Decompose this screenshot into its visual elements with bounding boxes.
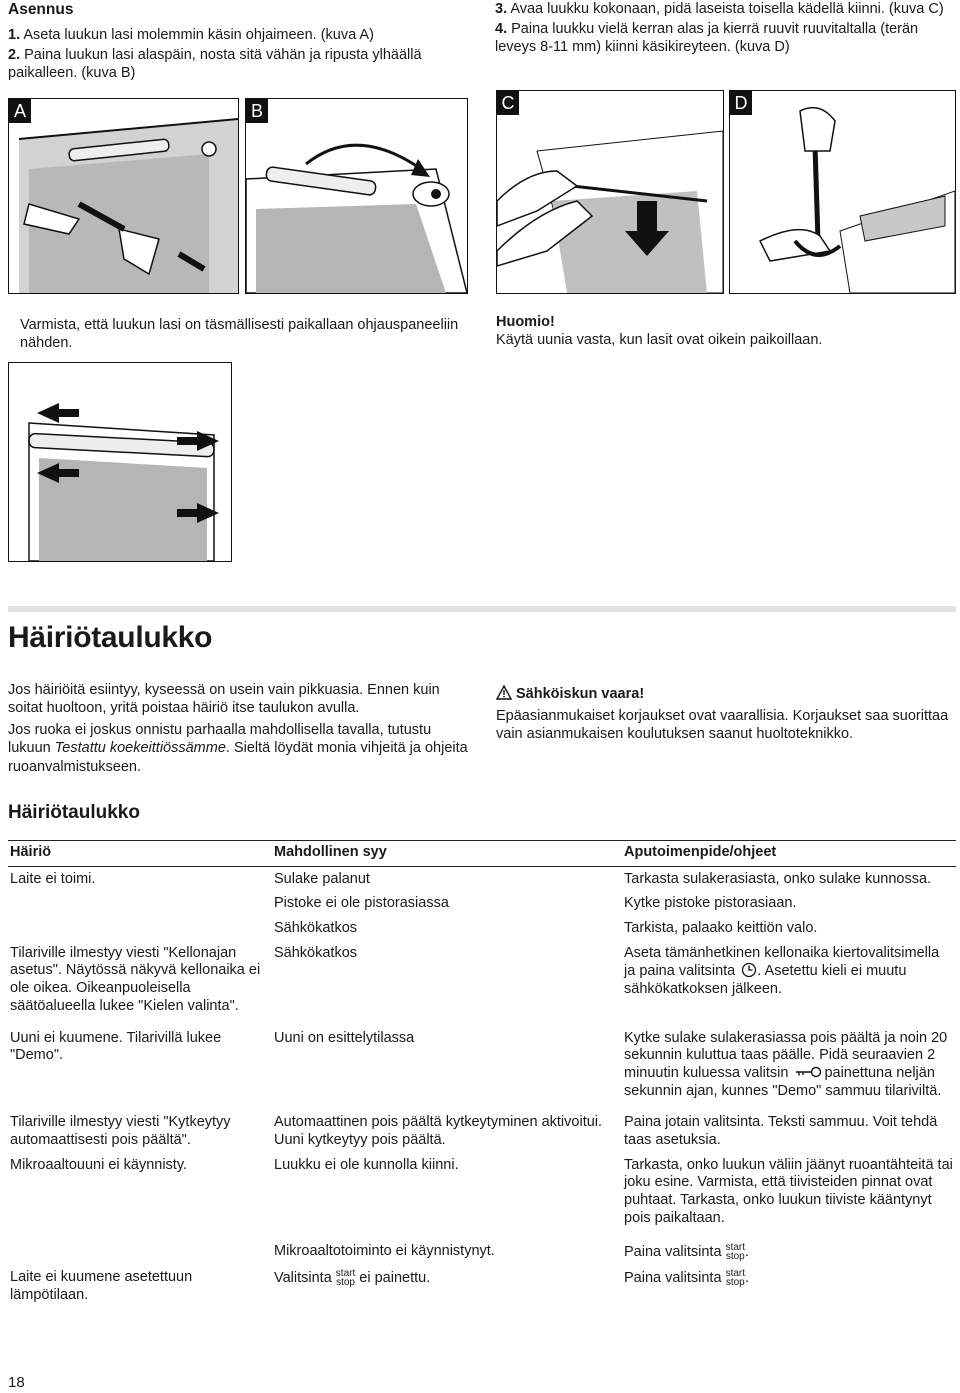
door-glass-figure [8, 362, 232, 562]
section-divider [8, 606, 956, 612]
cell-cause: Luukku ei ole kunnolla kiinni. [274, 1156, 459, 1173]
step-3: 3. Avaa luukku kokonaan, pidä laseista toisella kädellä kiinni. (kuva C) [495, 1, 944, 17]
intro-text [8, 681, 470, 780]
header-cause: Mahdollinen syy [272, 841, 622, 867]
glass-position-note: Varmista, että luukun lasi on täsmällisesti paikallaan ohjauspaneeliin nähden. [20, 317, 459, 352]
install-steps-left [8, 26, 463, 84]
page-number: 18 [8, 1374, 25, 1391]
figure-c-illustration [497, 91, 723, 293]
header-remedy: Aputoimenpide/ohjeet [622, 841, 956, 867]
fault-table [8, 840, 956, 1307]
cell-fault: Laite ei toimi. [10, 870, 96, 887]
cell-fault: Uuni ei kuumene. Tilarivillä lukee "Demo". [10, 1029, 222, 1064]
cell-remedy: Tarkasta sulakerasiasta, onko sulake kunnossa. [624, 870, 932, 887]
cell-remedy: Aseta tämänhetkinen kellonaika kiertovalitsimella ja paina valitsinta . Asetettu kieli ei muutu sähkökatkoksen jälkeen. [624, 944, 940, 998]
warning-triangle-icon [496, 685, 512, 700]
start-stop-icon: start stop [335, 1267, 356, 1288]
cell-fault [8, 916, 272, 941]
cell-remedy: Paina valitsinta start stop. [624, 1242, 750, 1263]
step-4: 4. Paina luukku vielä kerran alas ja kierrä ruuvit ruuvitaltalla (terän leveys 8-11 mm) kiinni käsikireyteen. (kuva D) [495, 21, 919, 56]
start-stop-icon: start stop [725, 1242, 746, 1263]
warning-text: Käytä uunia vasta, kun lasit ovat oikein paikoillaan. [496, 332, 823, 348]
key-icon [794, 1066, 822, 1078]
cell-fault [8, 891, 272, 916]
cell-cause: Sähkökatkos [274, 920, 358, 937]
cell-cause: Sulake palanut [274, 870, 370, 887]
warning-title: Huomio! [496, 314, 555, 330]
danger-box [496, 685, 951, 743]
table-row [8, 916, 956, 941]
figure-label-b: B [246, 99, 268, 123]
section-title: Häiriötaulukko [8, 621, 213, 654]
header-fault: Häiriö [8, 841, 272, 867]
cell-cause: Valitsinta start stop ei painettu. [274, 1267, 431, 1288]
cell-fault: Laite ei kuumene asetettuun lämpötilaan. [10, 1268, 193, 1303]
door-glass-illustration [9, 363, 231, 561]
start-stop-icon: start stop [725, 1267, 746, 1288]
cell-cause: Uuni on esittelytilassa [274, 1029, 415, 1046]
table-row [8, 891, 956, 916]
table-row [8, 866, 956, 891]
figure-a [8, 98, 239, 294]
install-steps-right [495, 0, 950, 58]
intro-paragraph-1: Jos häiriöitä esiintyy, kyseessä on usein vain pikkuasia. Ennen kuin soitat huoltoon, yritä poistaa häiriö itse taulukon avulla. [8, 682, 440, 717]
figure-b-illustration [246, 99, 467, 293]
danger-text: Epäasianmukaiset korjaukset ovat vaarallisia. Korjaukset saa suorittaa vain asianmukaisen koulutuksen saanut huoltoteknikko. [496, 708, 949, 743]
clock-icon [741, 962, 757, 978]
table-row [8, 1026, 956, 1111]
install-title: Asennus [8, 1, 74, 18]
cell-fault: Mikroaaltouuni ei käynnisty. [10, 1156, 188, 1173]
cell-remedy: Tarkista, palaako keittiön valo. [624, 920, 818, 937]
figure-label-c: C [497, 91, 519, 115]
figure-label-d: D [730, 91, 752, 115]
cell-fault [8, 1239, 272, 1265]
figure-a-illustration [9, 99, 238, 293]
cell-remedy: Paina valitsinta start stop. [624, 1267, 750, 1288]
cell-fault: Tilariville ilmestyy viesti "Kytkeytyy automaattisesti pois päältä". [10, 1114, 231, 1148]
figure-d [729, 90, 956, 294]
table-row [8, 941, 956, 1026]
table-row [8, 1239, 956, 1265]
figure-b [245, 98, 468, 294]
table-row [8, 1153, 956, 1240]
cell-remedy: Kytke pistoke pistorasiaan. [624, 895, 797, 912]
table-row [8, 1265, 956, 1307]
cell-remedy: Kytke sulake sulakerasiassa pois päältä ja noin 20 sekunnin kuluttua taas päälle. Pidä seuraavien 2 minuutin kuluessa valitsin painettuna neljän sekunnin ajan, kunnes "Demo" sammuu tilariviltä. [624, 1029, 948, 1099]
table-header-row [8, 841, 956, 867]
cell-cause: Sähkökatkos [274, 944, 358, 961]
figure-d-illustration [730, 91, 955, 293]
cell-fault: Tilariville ilmestyy viesti "Kellonajan asetus". Näytössä näkyvä kellonaika ei ole oikea. Oikeanpuoleisella säätöalueella lukee "Kielen valinta". [10, 944, 261, 1014]
cell-cause: Mikroaaltotoiminto ei käynnistynyt. [274, 1243, 495, 1260]
cell-cause: Automaattinen pois päältä kytkeytyminen aktivoitui. Uuni kytkeytyy pois päältä. [274, 1114, 603, 1148]
table-row [8, 1110, 956, 1152]
cell-remedy: Tarkasta, onko luukun väliin jäänyt ruoantähteitä tai joku esine. Varmista, että tiivisteiden pinnat ovat puhtaat. Tarkasta, onko luukun tiiviste kääntynyt pois paikaltaan. [624, 1156, 953, 1226]
cell-cause: Pistoke ei ole pistorasiassa [274, 895, 449, 912]
intro-paragraph-2: Jos ruoka ei joskus onnistu parhaalla mahdollisella tavalla, tutustu lukuun Testattu koekeittiössämme. Sieltä löydät monia vihjeitä ja ohjeita ruoanvalmistukseen. [8, 722, 468, 775]
step-1: 1. Aseta luukun lasi molemmin käsin ohjaimeen. (kuva A) [8, 27, 374, 43]
figure-c [496, 90, 724, 294]
table-title: Häiriötaulukko [8, 802, 140, 823]
cell-remedy: Paina jotain valitsinta. Teksti sammuu. Voit tehdä taas asetuksia. [624, 1114, 938, 1148]
figure-label-a: A [9, 99, 31, 123]
step-2: 2. Paina luukun lasi alaspäin, nosta sitä vähän ja ripusta ylhäällä paikalleen. (kuva B) [8, 47, 422, 82]
danger-heading: Sähköiskun vaara! [496, 685, 951, 703]
